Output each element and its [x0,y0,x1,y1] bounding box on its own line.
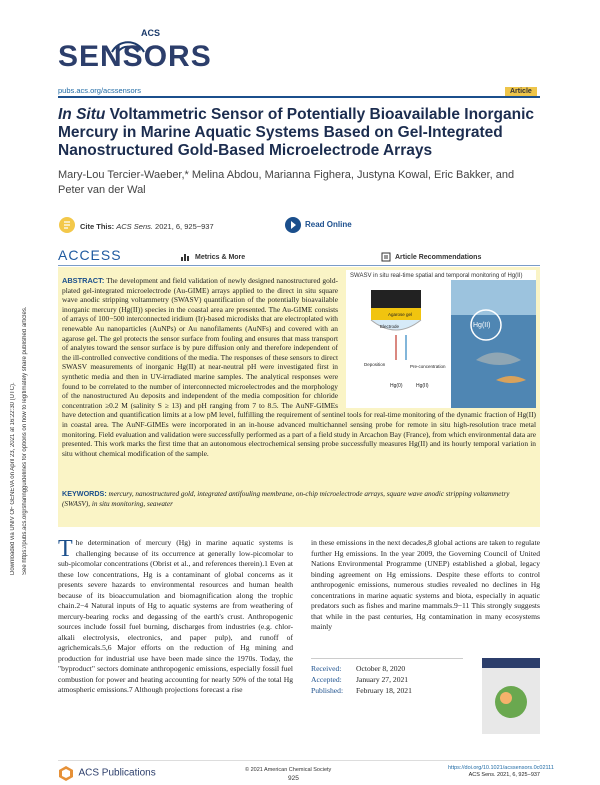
toc-preconc: Pre-concentration [410,364,446,369]
cite-this[interactable] [80,222,214,231]
abstract-text: The development and field validation of newly designed nanostructured gold-plated gel-integrated microelectrode (Au-GIME) arrays applied to the direct in situ square wave anodic stripping voltammetry (SWASV) quantification of the potentially bioavailable inorganic mercury (Hg(II)) species in the coastal area are presented. The Au-GIME consists of arrays of 100−500 interconnected iridium (Ir)-based microdisks that are electroplated with renewable Au nanoparticles (AuNPs) or Au nanofilaments (AuNFs) and covered with an agarose gel. The gel protects the sensor surface from fouling and ensures that mass transport of analytes toward the sensor surface is by pure diffusion only and therefore independent of the ill-controlled convective conditions of the media. The responses of these sensors to direct SWASV measurements of inorganic Hg(II) at near-neutral pH were investigated first in synthetic media and then in UV-irradiated marine samples. The analytical responses were found to be correlated to the number of interconnected microelectrodes and the morphology of the nanostructured Au deposits and independent of the media composition for chloride concentration ≥0.2 M (salinity S ≥ 13) and pH ranging from 7 to 8.5. The AuNF-GIMEs have detection and quantification limits at a low pM level, fulfilling the requirement of sentinel tools for real-time monitoring of the dynamic fraction of Hg(II) in coastal area. The AuNF-GIMEs were incorporated in an in-house advanced multichannel sensing probe for remote in situ high-resolution trace metal monitoring. Field evaluation and validation were successfully performed as a part of a field study in Arcachon Bay (France), from which environmental data are presented. This work marks the first time that an autonomous electrochemical sensing probe successfully measures Hg(II) and its hourly temporal variation in situ without chemical modification of the sample. [62,276,536,458]
download-notice-line1: Downloaded via UNIV OF GENEVA on April 23, 2021 at 16:22:30 (UTC). [10,382,16,575]
acs-publications-text: ACS Publications [78,767,156,779]
recommendations-icon [381,252,391,262]
metrics-icon [180,252,190,262]
cite-icon [58,216,76,234]
keywords-label: KEYWORDS: [62,489,107,498]
date-accepted: Accepted: January 27, 2021 [311,675,409,684]
access-divider [58,265,540,266]
toc-graphic [346,270,536,408]
body-column-right: in these emissions in the next decades,8 global actions are taken to regulate further Hg emissions. In the year 2009, the Governing Council of United Nations Environmental Programme (UNEP) established a global, legacy binding agreement on Hg emissions. Despite these efforts to control anthropogenic emissions, numerous studies revealed no declines in Hg concentrations in marine aquatic systems and biota, especially in aquatic predators such as fishes and marine mammals.9−11 This strongly suggests that while in the past centuries, Hg contamination in many ecosystems mainly [311,538,540,631]
toc-deposition: Deposition [364,362,386,367]
copyright: © 2021 American Chemical Society [245,767,332,773]
toc-electrode: Electrode [380,324,400,329]
abstract-label: ABSTRACT: [62,276,105,285]
logo-sensors: SENSORS [58,40,212,73]
read-online-icon [284,216,302,234]
toc-caption: SWASV in situ real-time spatial and temporal monitoring of Hg(II) [350,273,523,279]
publication-dates [311,658,463,696]
cite-journal: ACS Sens. [116,222,153,231]
drop-cap: T [58,536,73,562]
keywords-text: mercury, nanostructured gold, integrated antifouling membrane, on-chip microelectrode arrays, square wave anodic stripping voltammetry (SWASV), in situ monitoring, seawater [62,490,510,508]
body-left-text: he determination of mercury (Hg) in marine aquatic systems is challenging because of its occurrence at generally low-picomolar to sub-picomolar concentrations (Obrist et al., and references therein).1 Even at these low concentrations, Hg is a contaminant of global concerns as it presents severe hazards to environmental resources and human health because of its bioaccumulation and biomagnification along the trophic chain.2−4 Natural inputs of Hg to aquatic systems are from weathering of mercury-bearing rocks and degassing of the earth's crust. Anthropogenic sources include fossil fuel burning, discharges from industries (e.g. chlor-alkali electrolysis, electronics, and paper pulp), and runoff of agrichemicals.5,6 Major efforts on the reduction of Hg mining and production for industrial use have been made since the 1970s. Today, the "byproduct" sectors dominate anthropogenic emissions, especially fossil fuel combustion for power and heating accounting for nearly 50% of the total Hg atmospheric emissions.7 Although projections forecast a rise [58,538,293,694]
download-notice [4,245,40,575]
keywords [62,489,536,509]
cite-label: Cite This: [80,222,115,231]
cite-rest: 2021, 6, 925−937 [152,222,214,231]
journal-ref: ACS Sens. 2021, 6, 925−937 [468,772,540,778]
toc-hg0: Hg(0) [390,383,403,389]
title-italic: In Situ [58,106,106,123]
header-divider [58,96,540,98]
acs-hexagon-icon [58,765,74,781]
recommendations-link[interactable]: Article Recommendations [395,254,482,261]
article-type-badge: Article [505,87,537,96]
cover-image [482,658,540,734]
article-title [58,106,548,160]
doi-block [448,765,554,779]
toc-hgii-bottom: Hg(II) [416,383,429,389]
logo-acs: ACS [141,28,161,38]
title-text: Voltammetric Sensor of Potentially Bioavailable Inorganic Mercury in Marine Aquatic Systems Based on Gel-Integrated Nanostructured Gold-Based Microelectrode Arrays [58,106,535,159]
page-number: 925 [288,775,299,782]
toc-hgii: Hg(II) [473,322,491,329]
read-online-link[interactable]: Read Online [305,220,352,229]
metrics-link[interactable]: Metrics & More [195,254,246,261]
journal-cover-thumbnail[interactable] [482,658,540,734]
doi-link[interactable]: https://doi.org/10.1021/acssensors.0c02111 [448,765,554,771]
body-column-left [58,538,293,696]
footer-divider [58,760,540,761]
abstract [62,273,536,458]
acs-publications-logo[interactable] [58,764,156,782]
date-received: Received: October 8, 2020 [311,664,406,673]
download-notice-line2: See https://pubs.acs.org/sharingguidelines for options on how to legitimately share published articles. [22,306,28,575]
toc-illustration [346,280,536,408]
authors: Mary-Lou Tercier-Waeber,* Melina Abdou, Marianna Fighera, Justyna Kowal, Eric Bakker, and Peter van der Wal [58,169,515,196]
toc-agarose: Agarose gel [388,312,413,317]
date-published: Published: February 18, 2021 [311,686,412,695]
journal-url-link[interactable]: pubs.acs.org/acssensors [58,86,141,95]
access-label: ACCESS [58,247,122,263]
